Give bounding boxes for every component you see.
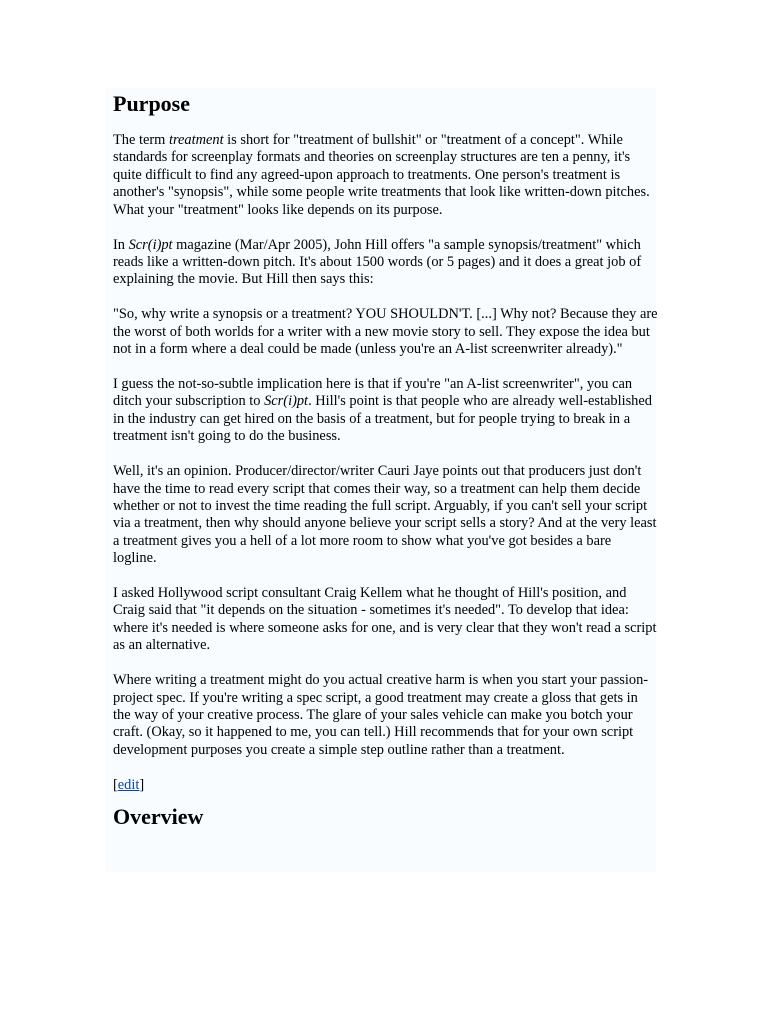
paragraph-3-quote: "So, why write a synopsis or a treatment? YOU SHOULDN'T. [...] Why not? Because they are the worst of both worlds for a writer with a new movie story to sell. They expose the idea but not in a form where a deal could be made (unless you're an A-list screenwriter already)." (113, 306, 658, 358)
edit-link[interactable]: edit (117, 776, 140, 793)
paragraph-7: Where writing a treatment might do you actual creative harm is when you start your passion-project spec. If you're writing a spec script, a good treatment may create a gloss that gets in the way of your creative process. The glare of your sales vehicle can make you botch your craft. (Okay, so it happened to me, you can tell.) Hill recommends that for your own script development purposes you create a simple step outline rather than a treatment. (113, 672, 649, 758)
emphasis-treatment: treatment (168, 132, 224, 148)
paragraph-1 (113, 132, 658, 219)
paragraph-4-text-a: I guess the not-so-subtle implication here is that if you're "an A-list screenwriter", you can ditch your subscription to (113, 375, 633, 410)
paragraph-2-text-b: magazine (Mar/Apr 2005), John Hill offers "a sample synopsis/treatment" which reads like a written-down pitch. It's about 1500 words (or 5 pages) and it does a great job of explaining the movie. But Hill then says this: (113, 236, 642, 288)
paragraph-1-text-a: The term (113, 132, 169, 148)
edit-bracket-close: ] (139, 776, 145, 793)
emphasis-script-magazine: Scr(i)pt (128, 236, 173, 253)
paragraph-2-text-a: In (113, 236, 129, 253)
paragraph-5: Well, it's an opinion. Producer/director/writer Cauri Jaye points out that producers just don't have the time to read every script that comes their way, so a treatment can help them decide whether or not to invest the time reading the full script. Arguably, if you can't sell your script via a treatment, then why should anyone believe your script sells a story? And at the very least a treatment gives you a hell of a lot more room to show what you've got besides a bare logline. (113, 463, 657, 567)
section-heading-purpose: Purpose (113, 91, 190, 116)
paragraph-1-text-b: is short for "treatment of bullshit" or "treatment of a concept". While standards for screenplay formats and theories on screenplay structures are ten a penny, it's quite difficult to find any agreed-upon approach to treatments. One person's treatment is another's "synopsis", while some people write treatments that look like written-down pitches. What your "treatment" looks like depends on its purpose. (113, 132, 650, 218)
paragraph-6: I asked Hollywood script consultant Craig Kellem what he thought of Hill's position, and Craig said that "it depends on the situation - sometimes it's needed". To develop that idea: where it's needed is where someone asks for one, and is very clear that they won't read a script as an alternative. (113, 585, 657, 654)
section-heading-overview: Overview (113, 804, 204, 830)
paragraph-4 (113, 376, 658, 446)
paragraph-4-text-b: . Hill's point is that people who are already well-established in the industry can get hired on the basis of a treatment, but for people trying to break in a treatment isn't going to do the business. (113, 393, 652, 445)
edit-section-line (113, 777, 658, 794)
article-content (113, 88, 658, 830)
paragraph-2 (113, 237, 658, 289)
edit-bracket-open: [ (113, 776, 118, 793)
emphasis-script-magazine: Scr(i)pt (264, 393, 309, 410)
